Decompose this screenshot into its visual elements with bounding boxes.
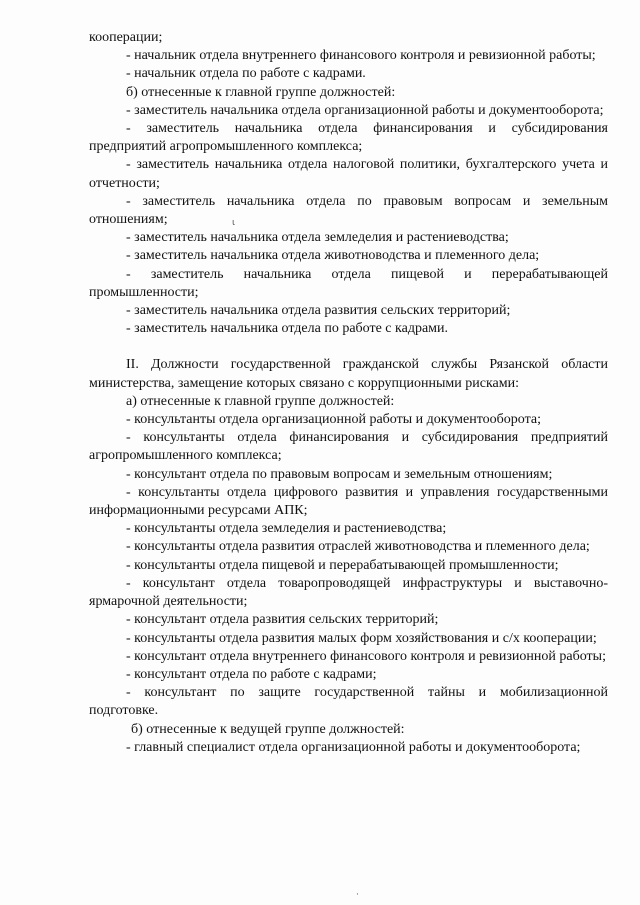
paragraph: - консультанты отдела развития малых форм хозяйствования и с/х кооперации; — [126, 630, 597, 646]
paragraph: - консультант отдела по работе с кадрами; — [126, 666, 377, 682]
paragraph: - консультант отдела по правовым вопросам и земельным отношениям; — [126, 466, 553, 482]
paragraph: - заместитель начальника отдела пищевой и перерабатывающей промышленности; — [89, 266, 608, 300]
paragraph: - консультант отдела внутреннего финансового контроля и ревизионной работы; — [126, 648, 606, 664]
paragraph: кооперации; — [89, 30, 163, 45]
paragraph: - заместитель начальника отдела по правовым вопросам и земельным отношениям; — [89, 193, 608, 228]
paragraph: - начальник отдела внутреннего финансового контроля и ревизионной работы; — [126, 48, 596, 64]
paragraph: - заместитель начальника отдела финансирования и субсидирования предприятий агропромышленного комплекса; — [89, 121, 608, 155]
section-heading: II. Должности государственной гражданской службы Рязанской области министерства, замещение которых связано с коррупционными рисками: — [89, 357, 608, 391]
paragraph: - консультанты отдела развития отраслей животноводства и племенного дела; — [126, 539, 590, 555]
paragraph: - консультант отдела развития сельских территорий; — [126, 612, 439, 628]
paragraph: - начальник отдела по работе с кадрами. — [126, 66, 366, 82]
paragraph: - заместитель начальника отдела налоговой политики, бухгалтерского учета и отчетности; — [89, 157, 608, 191]
paragraph: - консультант по защите государственной тайны и мобилизационной подготовке. — [89, 685, 608, 719]
paragraph: - консультанты отдела земледелия и растениеводства; — [126, 521, 447, 537]
scan-speck: · — [356, 890, 359, 900]
paragraph: - заместитель начальника отдела животноводства и племенного дела; — [126, 248, 540, 264]
paragraph: - заместитель начальника отдела развития сельских территорий; — [126, 303, 511, 319]
paragraph: - консультант отдела товаропроводящей инфраструктуры и выставочно-ярмарочной деятельности; — [89, 575, 608, 610]
scan-speck: ι — [232, 218, 236, 228]
paragraph: - заместитель начальника отдела земледелия и растениеводства; — [126, 230, 509, 246]
paragraph: а) отнесенные к главной группе должностей: — [126, 393, 395, 409]
paragraph: б) отнесенные к ведущей группе должностей: — [131, 721, 405, 737]
paragraph: - заместитель начальника отдела по работе с кадрами. — [126, 321, 449, 337]
paragraph: - консультанты отдела финансирования и субсидирования предприятий агропромышленного комплекса; — [89, 430, 608, 464]
paragraph: - консультанты отдела цифрового развития и управления государственными информационными ресурсами АПК; — [89, 484, 608, 519]
paragraph: - главный специалист отдела организационной работы и документооборота; — [126, 739, 581, 755]
paragraph: - заместитель начальника отдела организационной работы и документооборота; — [126, 102, 604, 118]
paragraph: - консультанты отдела пищевой и перерабатывающей промышленности; — [126, 557, 559, 573]
spacer — [89, 338, 608, 356]
paragraph: - консультанты отдела организационной работы и документооборота; — [126, 412, 541, 428]
paragraph: б) отнесенные к главной группе должностей: — [126, 84, 396, 100]
document-body — [89, 29, 608, 757]
